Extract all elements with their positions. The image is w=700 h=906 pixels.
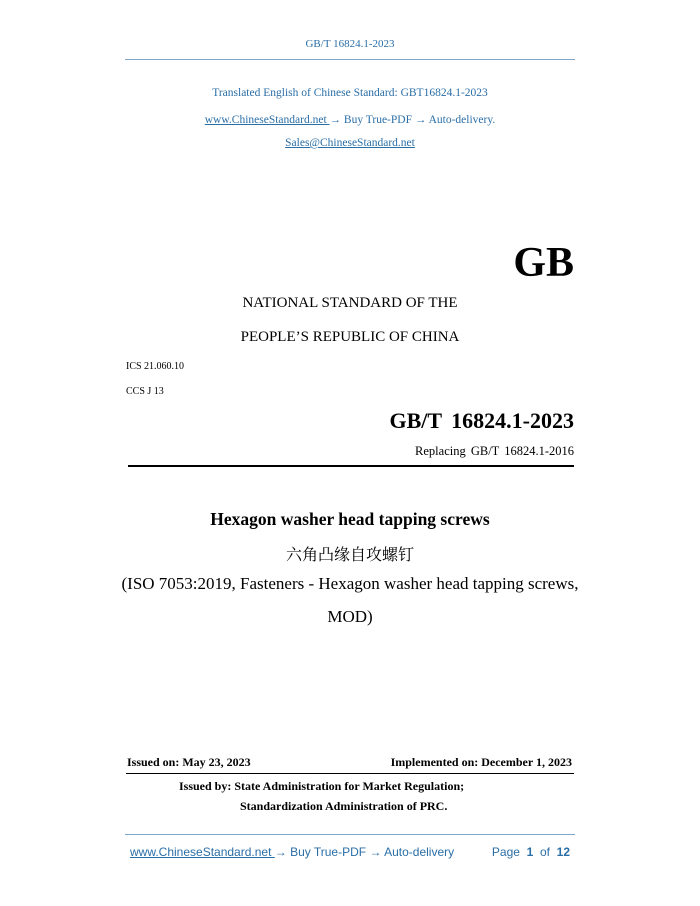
header-rule bbox=[125, 59, 575, 60]
title-chinese: 六角凸缘自攻螺钉 bbox=[285, 545, 414, 564]
replacing-note: Replacing GB/T 16824.1-2016 bbox=[415, 444, 574, 458]
national-standard-line1: NATIONAL STANDARD OF THE bbox=[242, 295, 458, 311]
iso-reference-line1: (ISO 7053:2019, Fasteners - Hexagon washer head tapping screws, bbox=[121, 574, 579, 593]
issue-divider bbox=[126, 773, 574, 774]
ccs-code: CCS J 13 bbox=[126, 386, 164, 397]
email-link[interactable]: Sales@ChineseStandard.net bbox=[285, 137, 415, 149]
promo-links-rest: → Buy True-PDF → Auto-delivery. bbox=[329, 114, 496, 126]
footer-links bbox=[130, 845, 454, 859]
issued-on-date: Issued on: May 23, 2023 bbox=[127, 755, 251, 769]
national-standard-line2: PEOPLE’S REPUBLIC OF CHINA bbox=[240, 329, 460, 345]
title-english: Hexagon washer head tapping screws bbox=[210, 509, 490, 529]
page-current: 1 bbox=[526, 845, 534, 859]
gb-mark: GB bbox=[513, 240, 574, 286]
cover-divider bbox=[128, 465, 574, 467]
translation-notice: Translated English of Chinese Standard: GBT16824.1-2023 bbox=[212, 87, 488, 99]
implemented-on-date: Implemented on: December 1, 2023 bbox=[390, 755, 572, 769]
footer-site-link[interactable]: www.ChineseStandard.net bbox=[130, 845, 275, 859]
site-link[interactable]: www.ChineseStandard.net bbox=[204, 114, 330, 126]
footer-rule bbox=[125, 834, 575, 835]
email-line bbox=[0, 137, 700, 149]
footer-links-rest: → Buy True-PDF → Auto-delivery bbox=[274, 845, 455, 859]
running-header: GB/T 16824.1-2023 bbox=[305, 38, 395, 50]
issued-by-line2: Standardization Administration of PRC. bbox=[240, 799, 448, 813]
page-of: of bbox=[539, 845, 550, 859]
standard-number: GB/T 16824.1-2023 bbox=[389, 408, 574, 433]
page-label: Page bbox=[491, 845, 520, 859]
iso-reference-line2: MOD) bbox=[327, 607, 373, 626]
page-indicator bbox=[492, 845, 570, 859]
promo-links bbox=[0, 114, 700, 126]
issued-by-line1: Issued by: State Administration for Market Regulation; bbox=[179, 779, 465, 793]
ics-code: ICS 21.060.10 bbox=[126, 361, 185, 372]
page-total: 12 bbox=[556, 845, 570, 859]
